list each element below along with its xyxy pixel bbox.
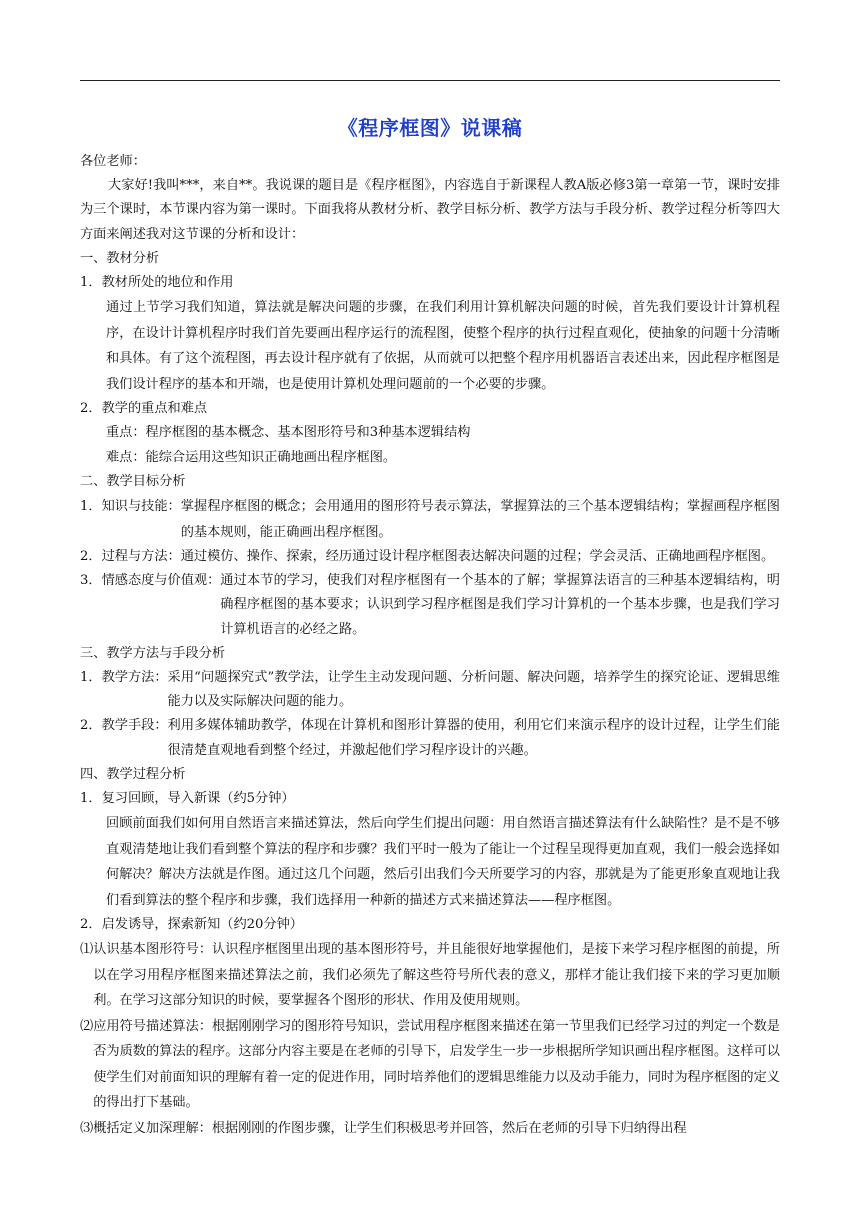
subheading: 2．启发诱导，探索新知（约20分钟） [80,917,303,933]
goal-item [80,494,780,545]
item-text: 利用多媒体辅助教学，体现在计算机和图形计算器的使用，利用它们来演示程序的设计过程，让学生们能很清楚直观地看到整个经过，并激起他们学习程序设计的兴趣。 [167,718,780,758]
item-label: 3．情感态度与价值观： [80,573,221,589]
process-item [80,1014,780,1116]
document-body [80,150,780,1141]
key-point: 重点：程序框图的基本概念、基本图形符号和3种基本逻辑结构 [106,425,471,441]
process-item [80,1116,780,1142]
item-text: 采用“问题探究式”教学法，让学生主动发现问题、分析问题、解决问题，培养学生的探究论证、逻辑思维能力以及实际解决问题的能力。 [167,670,780,710]
item-text: 通过本节的学习，使我们对程序框图有一个基本的了解；掌握算法语言的三种基本逻辑结构，明确程序框图的基本要求；认识到学习程序框图是我们学习计算机的一个基本步骤，也是我们学习计算机语言的必经之路。 [220,573,780,637]
method-item [80,714,780,762]
item-label: 2．教学手段： [80,718,168,734]
page-title: 《程序框图》说课稿 [337,116,523,140]
goal-item [80,569,780,642]
item-label: 2．过程与方法： [80,549,181,565]
item-label: 1．知识与技能： [80,499,181,515]
item-text: 认识基本图形符号：认识程序框图里出现的基本图形符号，并且能很好地掌握他们，是接下来学习程序框图的前提，所以在学习用程序框图来描述算法之前，我们必须先了解这些符号所代表的意义，那样才能让我们接下来的学习更加顺利。在学习这部分知识的时候，要掌握各个图形的形状、作用及使用规则。 [93,942,780,1009]
subheading: 1．教材所处的地位和作用 [80,275,234,291]
item-text: 通过模仿、操作、探索，经历通过设计程序框图表达解决问题的过程；学会灵活、正确地画程序框图。 [180,549,775,565]
subheading: 2．教学的重点和难点 [80,401,208,417]
intro-paragraph: 大家好!我叫***，来自**。我说课的题目是《程序框图》，内容选自于新课程人教A版必修3第一章第一节，课时安排为三个课时，本节课内容为第一课时。下面我将从教材分析、教学目标分析、教学方法与手段分析、教学过程分析等四大方面来阐述我对这节课的分析和设计： [80,178,780,242]
item-label: ⑴ [80,942,94,958]
section-heading: 四、教学过程分析 [80,766,186,782]
item-label: ⑵ [80,1018,94,1034]
item-text: 概括定义加深理解：根据刚刚的作图步骤，让学生们积极思考并回答，然后在老师的引导下归纳得出程 [93,1120,687,1136]
process-item [80,937,780,1014]
item-text: 掌握程序框图的概念；会用通用的图形符号表示算法，掌握算法的三个基本逻辑结构；掌握画程序框图的基本规则，能正确画出程序框图。 [180,499,780,540]
header-rule [80,80,780,81]
item-label: 1．教学方法： [80,670,168,686]
paragraph: 通过上节学习我们知道，算法就是解决问题的步骤，在我们利用计算机解决问题的时候，首先我们要设计计算机程序，在设计计算机程序时我们首先要画出程序运行的流程图，使整个程序的执行过程直观化，使抽象的问题十分清晰和具体。有了这个流程图，再去设计程序就有了依据，从而就可以把整个程序用机器语言表述出来，因此程序框图是我们设计程序的基本和开端，也是使用计算机处理问题前的一个必要的步骤。 [106,300,780,392]
section-heading: 二、教学目标分析 [80,473,186,489]
item-text: 应用符号描述算法：根据刚刚学习的图形符号知识，尝试用程序框图来描述在第一节里我们已经学习过的判定一个数是否为质数的算法的程序。这部分内容主要是在老师的引导下，启发学生一步一步根据所学知识画出程序框图。这样可以使学生们对前面知识的理解有着一定的促进作用，同时培养他们的逻辑思维能力以及动手能力，同时为程序框图的定义的得出打下基础。 [93,1018,780,1111]
method-item [80,666,780,714]
greeting: 各位老师： [80,154,146,169]
item-label: ⑶ [80,1120,94,1136]
goal-item [80,545,780,569]
section-heading: 一、教材分析 [80,250,160,266]
difficult-point: 难点：能综合运用这些知识正确地画出程序框图。 [106,449,397,465]
subheading: 1．复习回顾，导入新课（约5分钟） [80,791,295,807]
section-heading: 三、教学方法与手段分析 [80,645,226,661]
paragraph: 回顾前面我们如何用自然语言来描述算法，然后向学生们提出问题：用自然语言描述算法有什么缺陷性？是不是不够直观清楚地让我们看到整个算法的程序和步骤？我们平时一般为了能让一个过程呈现得更加直观，我们一般会选择如何解决？解决方法就是作图。通过这几个问题，然后引出我们今天所要学习的内容，那就是为了能更形象直观地让我们看到算法的整个程序和步骤，我们选择用一种新的描述方式来描述算法——程序框图。 [106,816,780,908]
